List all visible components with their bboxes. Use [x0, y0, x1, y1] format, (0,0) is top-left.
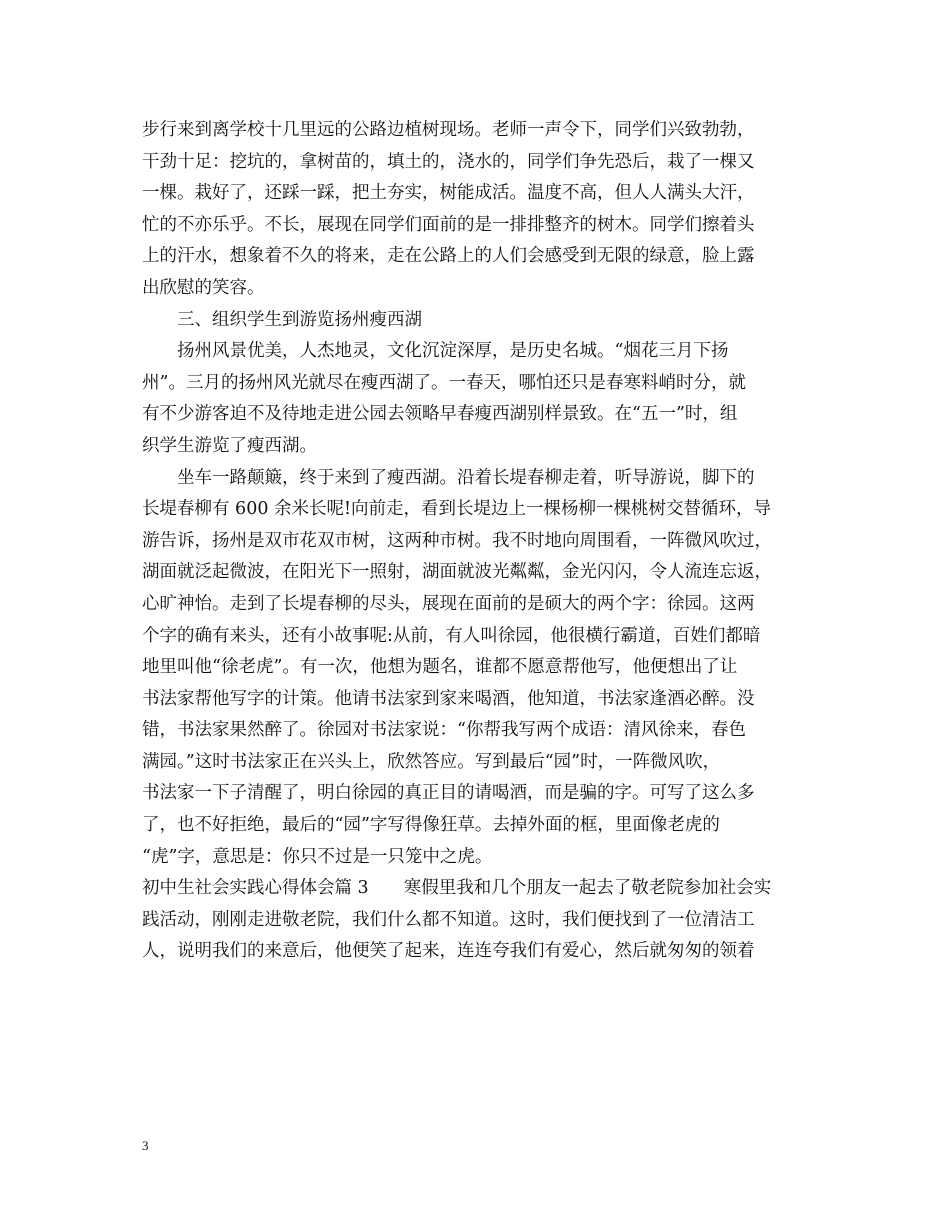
text-line: 湖面就泛起微波，在阳光下一照射，湖面就波光粼粼，金光闪闪，令人流连忘返，	[142, 562, 772, 583]
text-line: 人，说明我们的来意后，他便笑了起来，连连夸我们有爱心，然后就匆匆的领着	[142, 941, 755, 962]
text-line: 织学生游览了瘦西湖。	[142, 435, 317, 456]
text-line: 上的汗水，想象着不久的将来，走在公路上的人们会感受到无限的绿意，脸上露	[142, 246, 755, 267]
text-line: 干劲十足：挖坑的，拿树苗的，填土的，浇水的，同学们争先恐后，栽了一棵又	[142, 151, 755, 172]
text-line: 个字的确有来头，还有小故事呢:从前，有人叫徐园，他很横行霸道，百姓们都暗	[142, 625, 761, 646]
text-line: 有不少游客迫不及待地走进公园去领略早春瘦西湖别样景致。在“五一”时，组	[142, 404, 738, 425]
text-line: 扬州风景优美，人杰地灵，文化沉淀深厚，是历史名城。“烟花三月下扬	[177, 341, 729, 362]
text-line: 出欣慰的笑容。	[142, 277, 265, 298]
text-line: 长堤春柳有 600 余米长呢!向前走，看到长堤边上一棵杨柳一棵桃树交替循环，导	[142, 499, 772, 520]
page-number: 3	[142, 1138, 149, 1153]
document-body	[142, 115, 822, 968]
text-line: 坐车一路颠簸，终于来到了瘦西湖。沿着长堤春柳走着，听导游说，脚下的	[177, 467, 755, 488]
text-line: 地里叫他“徐老虎”。有一次，他想为题名，谁都不愿意帮他写，他便想出了让	[142, 657, 738, 678]
text-line: 三、组织学生到游览扬州瘦西湖	[177, 309, 422, 330]
text-line: 践活动，刚刚走进敬老院，我们什么都不知道。这时，我们便找到了一位清洁工	[142, 909, 755, 930]
text-line: 了，也不好拒绝，最后的“园”字写得像狂草。去掉外面的框，里面像老虎的	[142, 815, 720, 836]
text-line: 步行来到离学校十几里远的公路边植树现场。老师一声令下，同学们兴致勃勃，	[142, 120, 755, 140]
text-line: 忙的不亦乐乎。不长，展现在同学们面前的是一排排整齐的树木。同学们擦着头	[142, 214, 755, 235]
text-line: “虎”字，意思是：你只不过是一只笼中之虎。	[142, 846, 493, 867]
text-line: 书法家帮他写字的计策。他请书法家到家来喝酒，他知道，书法家逢酒必醉。没	[142, 688, 755, 709]
text-line: 满园。”这时书法家正在兴头上，欣然答应。写到最后“园”时，一阵微风吹，	[142, 751, 721, 772]
text-line: 游告诉，扬州是双市花双市树，这两种市树。我不时地向周围看，一阵微风吹过，	[142, 530, 772, 551]
text-line: 心旷神怡。走到了长堤春柳的尽头，展现在面前的是硕大的两个字：徐园。这两	[142, 593, 755, 614]
text-line: 一棵。栽好了，还踩一踩，把土夯实，树能成活。温度不高，但人人满头大汗，	[142, 183, 755, 204]
text-line: 州”。三月的扬州风光就尽在瘦西湖了。一春天，哪怕还只是春寒料峭时分，就	[142, 372, 746, 393]
text-line: 书法家一下子清醒了，明白徐园的真正目的请喝酒，而是骗的字。可写了这么多	[142, 783, 755, 804]
text-line: 错，书法家果然醉了。徐园对书法家说：“你帮我写两个成语：清风徐来，春色	[142, 720, 746, 741]
text-line: 初中生社会实践心得体会篇 3 寒假里我和几个朋友一起去了敬老院参加社会实	[142, 878, 772, 899]
